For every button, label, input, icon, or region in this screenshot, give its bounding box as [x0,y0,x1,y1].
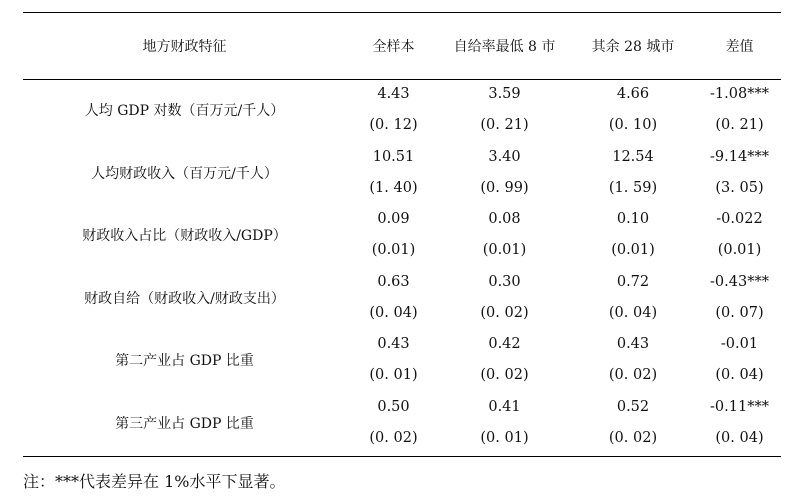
cell-full-sample [346,204,441,267]
cell-other-28 [568,267,698,330]
cell-lowest-8 [441,204,568,267]
cell-lowest-8 [441,79,568,142]
cell-lowest-8 [441,267,568,330]
header-other-28: 其余 28 城市 [591,39,675,55]
row-label: 财政收入占比（财政收入/GDP） [82,228,287,245]
cell-std-error: (0. 21) [715,117,764,134]
header-difference: 差值 [725,39,754,55]
cell-value: 0.30 [488,273,521,290]
cell-value: -0.022 [716,211,763,228]
cell-value: 10.51 [372,148,415,165]
table-footnote: 注：***代表差异在 1%水平下显著。 [23,472,286,491]
cell-difference [698,392,781,455]
row-label: 财政自给（财政收入/财政支出） [84,290,285,307]
cell-value: -0.01 [720,336,759,353]
cell-full-sample [346,267,441,330]
cell-value: 0.50 [377,398,410,415]
cell-std-error: (0. 12) [369,117,418,134]
fiscal-characteristics-table [23,13,781,454]
header-characteristic: 地方财政特征 [142,39,227,55]
cell-value: 0.42 [488,336,521,353]
cell-std-error: (0. 04) [715,429,764,446]
cell-std-error: (0. 02) [369,429,418,446]
cell-lowest-8 [441,392,568,455]
cell-value: 3.59 [488,86,521,103]
cell-difference [698,267,781,330]
cell-value: 0.09 [377,211,410,228]
cell-value: -9.14*** [710,148,769,165]
cell-std-error: (0.01) [717,242,762,259]
cell-value: 4.43 [377,86,410,103]
cell-lowest-8 [441,142,568,205]
cell-other-28 [568,329,698,392]
cell-std-error: (0. 04) [608,304,658,321]
cell-value: -0.43*** [710,273,769,290]
table-row [23,329,781,392]
cell-std-error: (0. 21) [480,117,529,134]
cell-std-error: (0. 02) [480,367,529,384]
cell-value: 0.08 [488,211,521,228]
cell-value: -0.11*** [710,398,769,415]
table-header-row [23,13,781,79]
cell-value: 0.41 [488,398,521,415]
cell-full-sample [346,79,441,142]
cell-other-28 [568,79,698,142]
cell-value: -1.08*** [710,86,769,103]
cell-std-error: (0. 02) [608,429,658,446]
cell-std-error: (3. 05) [715,179,764,196]
cell-difference [698,79,781,142]
row-label: 第三产业占 GDP 比重 [115,415,254,432]
cell-std-error: (0. 02) [608,367,658,384]
table-row [23,204,781,267]
cell-other-28 [568,204,698,267]
cell-value: 0.43 [616,336,650,353]
header-full-sample: 全样本 [372,39,415,55]
table-bottom-rule [23,456,781,457]
cell-lowest-8 [441,329,568,392]
cell-std-error: (0.01) [482,242,527,259]
cell-std-error: (0. 07) [715,304,764,321]
row-label: 人均 GDP 对数（百万元/千人） [84,103,285,120]
table-row [23,79,781,142]
cell-other-28 [568,142,698,205]
cell-std-error: (0. 04) [715,367,764,384]
cell-difference [698,142,781,205]
cell-value: 0.43 [377,336,410,353]
cell-value: 4.66 [616,86,650,103]
table-row [23,267,781,330]
table-row [23,142,781,205]
cell-full-sample [346,329,441,392]
cell-value: 0.63 [377,273,410,290]
cell-value: 0.72 [616,273,650,290]
cell-std-error: (1. 40) [369,179,418,196]
cell-value: 0.52 [616,398,650,415]
cell-std-error: (0. 04) [369,304,418,321]
header-lowest-8: 自给率最低 8 市 [453,39,556,55]
cell-difference [698,329,781,392]
cell-full-sample [346,142,441,205]
cell-difference [698,204,781,267]
cell-value: 3.40 [488,148,521,165]
cell-value: 12.54 [612,148,654,165]
cell-std-error: (0. 01) [480,429,529,446]
row-label: 人均财政收入（百万元/千人） [91,165,278,182]
cell-std-error: (0. 10) [608,117,658,134]
cell-std-error: (0.01) [371,242,416,259]
cell-value: 0.10 [616,211,650,228]
cell-full-sample [346,392,441,455]
cell-std-error: (0. 99) [480,179,529,196]
cell-other-28 [568,392,698,455]
cell-std-error: (1. 59) [608,179,658,196]
table-row [23,392,781,455]
row-label: 第二产业占 GDP 比重 [115,353,254,370]
cell-std-error: (0.01) [611,242,655,259]
cell-std-error: (0. 01) [369,367,418,384]
cell-std-error: (0. 02) [480,304,529,321]
